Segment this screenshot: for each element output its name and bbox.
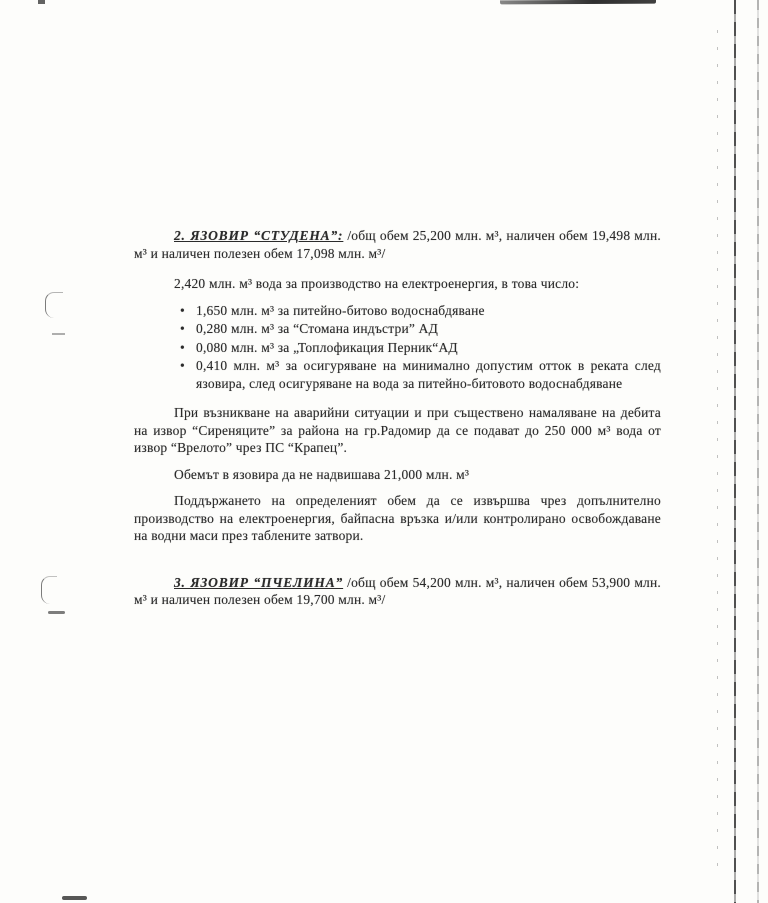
- list-item-minimum-river-flow: • 0,410 млн. м³ за осигуряване на минимално допустим отток в реката след язовира, след осигуряване на вода за питейно-битовото водоснабдяване: [134, 357, 661, 392]
- scan-artifact-right-speckle-line: [717, 30, 718, 870]
- section-studena-heading: 2. ЯЗОВИР “СТУДЕНА”:: [174, 228, 344, 243]
- list-item-stomana-industry: • 0,280 млн. м³ за “Стомана индъстри” АД: [134, 320, 661, 338]
- document-body: [134, 227, 661, 622]
- section-pchelina-heading-volumes: /общ обем 54,200 млн. м³, наличен обем 53,900 млн. м³ и наличен полезен обем 19,700 млн. м³/: [134, 574, 661, 607]
- scan-artifact-top-left-mark: [38, 0, 45, 4]
- section-pchelina-heading: 3. ЯЗОВИР “ПЧЕЛИНА”: [174, 574, 344, 590]
- scan-artifact-right-edge-line: [734, 0, 736, 903]
- scan-artifact-bottom-smudge: [62, 896, 87, 900]
- scan-artifact-right-outer-line: [757, 0, 759, 903]
- scan-artifact-margin-smudge-1: [52, 333, 65, 335]
- list-item-drinking-water: • 1,650 млн. м³ за питейно-битово водоснабдяване: [134, 302, 661, 320]
- scan-artifact-margin-mark-2: [41, 576, 57, 604]
- section-pchelina-heading-paragraph: [134, 574, 661, 609]
- list-item-toplofikacia-pernik: • 0,080 млн. м³ за „Топлофикация Перник“АД: [134, 339, 661, 357]
- section-studena-heading-paragraph: [134, 227, 661, 262]
- water-allocation-list: [134, 302, 661, 393]
- section-studena-intro: 2,420 млн. м³ вода за производство на електроенергия, в това число:: [174, 276, 580, 291]
- scan-artifact-margin-smudge-2: [48, 611, 65, 614]
- paragraph-volume-maintenance: Поддържането на определеният обем да се извършва чрез допълнително производство на електроенергия, байпасна връзка и/или контролирано освобождаване на водни маси през таблените затвори.: [134, 493, 661, 543]
- paragraph-max-volume: Обемът в язовира да не надвишава 21,000 млн. м³: [174, 466, 470, 482]
- section-studena-heading-volumes: /общ обем 25,200 млн. м³, наличен обем 19,498 млн. м³ и наличен полезен обем 17,098 млн. м³/: [134, 228, 661, 261]
- scan-artifact-margin-mark-1: [45, 292, 63, 318]
- paragraph-emergency-supply: При възникване на аварийни ситуации и при съществено намаляване на дебита на извор “Сиреняците” за района на гр.Радомир да се подават до 250 000 м³ вода от извор “Врелото” чрез ПС “Крапец”.: [134, 405, 661, 455]
- scan-artifact-top-band: [500, 0, 656, 4]
